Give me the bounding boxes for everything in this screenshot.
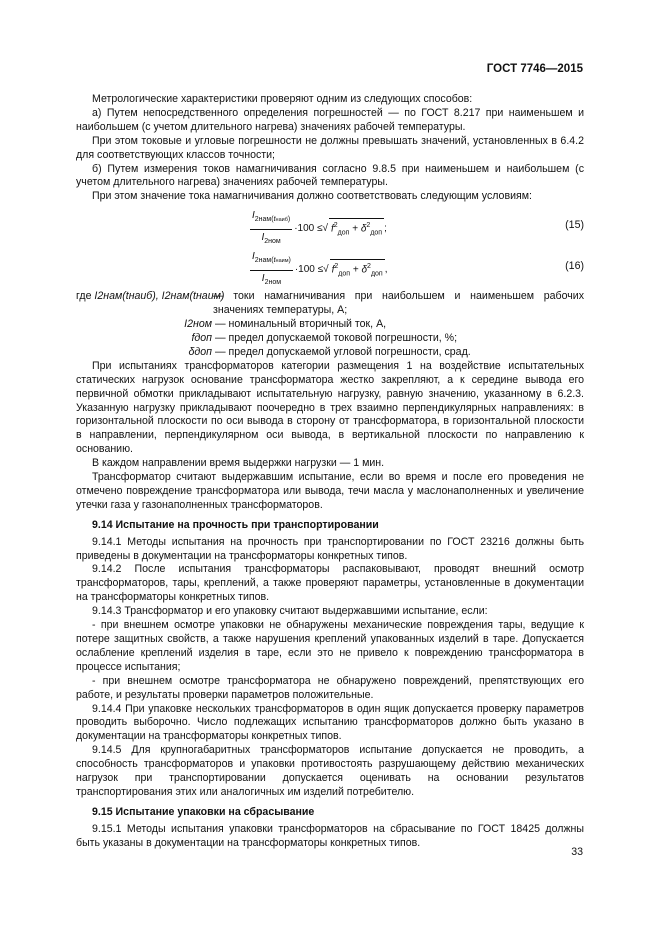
list-item: - при внешнем осмотре трансформатора не обнаружено повреждений, препятствующих его работе, и результаты проверки параметров положительные. xyxy=(76,674,584,701)
paragraph: 9.14.3 Трансформатор и его упаковку считают выдержавшими испытание, если: xyxy=(92,605,488,618)
equation-number: (16) xyxy=(565,260,584,273)
definition-row: fдоп — предел допускаемой токовой погрешности, %; xyxy=(191,331,458,344)
page-number: 33 xyxy=(571,846,583,858)
paragraph: Трансформатор считают выдержавшим испытание, если во время и после его проведения не отмечено повреждение трансформатора или вывода, течи масла у маслонаполненных и увеличение утечки газа у газонаполненных трансформаторов. xyxy=(76,471,584,511)
paragraph: В каждом направлении время выдержки нагрузки — 1 мин. xyxy=(92,457,385,470)
formula-15: $\frac{I_{2нам(tнаиб)}}{I_{2ном}}$ ·100 ≤ √ $f^2_{доп} + \delta^2_{доп}$ ; (15) xyxy=(252,210,584,246)
paragraph: 9.15.1 Методы испытания упаковки трансформаторов на сбрасывание по ГОСТ 18425 должны быть указаны в документации на трансформаторы конкретных типов. xyxy=(76,822,584,849)
paragraph: б) Путем измерения токов намагничивания согласно 9.8.5 при наименьшем и наибольшем (с учетом длительного нагрева) значениях рабочей температуры. xyxy=(76,162,584,189)
symbol-definitions xyxy=(76,290,584,360)
section-heading-9-14: 9.14 Испытание на прочность при транспортировании xyxy=(92,518,379,531)
paragraph: 9.14.4 При упаковке нескольких трансформаторов в один ящик допускается проверку параметров проводить выборочно. Число подлежащих испытанию трансформаторов должно быть указано в документации на трансформаторы конкретных типов. xyxy=(76,702,584,743)
paragraph: При испытаниях трансформаторов категории размещения 1 на воздействие испытательных статических нагрузок основание трансформатора жестко закрепляют, а к середине вывода его первичной обмотки прикладывают испытательную нагрузку, равную значению, указанному в 6.2.3. Указанную нагрузку прикладывают поочередно в трех взаимно перпендикулярных направлениях: в горизонтальной плоскости по оси вывода в сторону от трансформатора, в горизонтальной плоскости в направлении, перпендикулярном оси вывода, в вертикальной плоскости по направлению к основанию. xyxy=(76,359,584,456)
formula-16: $\frac{I_{2нам(tнаим)}}{I_{2ном}}$ ·100 ≤ √ $f^2_{доп} + \delta^2_{доп}$ , (16) xyxy=(252,251,584,287)
list-item: - при внешнем осмотре упаковки не обнаружены механические повреждения тары, ведущие к потере защитных свойств, а также нарушения креплений упакованных изделий в таре. Допускается ослабление креплений изделия в таре, если это не привело к повреждению трансформатора в процессе испытания; xyxy=(76,619,584,673)
paragraph: 9.14.2 После испытания трансформаторы распаковывают, проводят внешний осмотр трансформаторов, тары, креплений, а также проверяют параметры, установленные в документации на трансформаторы конкретных типов. xyxy=(76,563,584,604)
standard-header: ГОСТ 7746—2015 xyxy=(486,63,583,75)
document-body xyxy=(76,93,584,851)
paragraph: Метрологические характеристики проверяют одним из следующих способов: xyxy=(92,93,473,105)
paragraph: При этом значение тока намагничивания должно соответствовать следующим условиям: xyxy=(92,190,532,203)
paragraph: а) Путем непосредственного определения погрешностей — по ГОСТ 8.217 при наименьшем и наибольшем (с учетом длительного нагрева) значениях рабочей температуры. xyxy=(76,106,584,133)
paragraph: 9.14.5 Для крупногабаритных трансформаторов испытание допускается не проводить, а способность трансформаторов и упаковки противостоять разрушающему действию механических нагрузок при транспортировании допускается оценивать на основании результатов транспортирования этих или аналогичных им изделий потребителю. xyxy=(76,744,584,798)
section-heading-9-15: 9.15 Испытание упаковки на сбрасывание xyxy=(92,805,315,818)
equation-number: (15) xyxy=(565,219,584,232)
paragraph: При этом токовые и угловые погрешности не должны превышать значений, установленных в 6.4.2 для соответствующих классов точности; xyxy=(76,134,584,161)
paragraph: 9.14.1 Методы испытания на прочность при транспортировании по ГОСТ 23216 должны быть приведены в документации на трансформаторы конкретных типов. xyxy=(76,535,584,562)
definition-row: I2ном — номинальный вторичный ток, А, xyxy=(184,318,387,331)
definition-row: δдоп — предел допускаемой угловой погрешности, срад. xyxy=(188,345,471,358)
definition-row: где I2нам(tнаиб), I2нам(tнаим) — токи намагничивания при наибольшем и наименьшем рабочих значениях температуры, А; xyxy=(76,290,584,317)
